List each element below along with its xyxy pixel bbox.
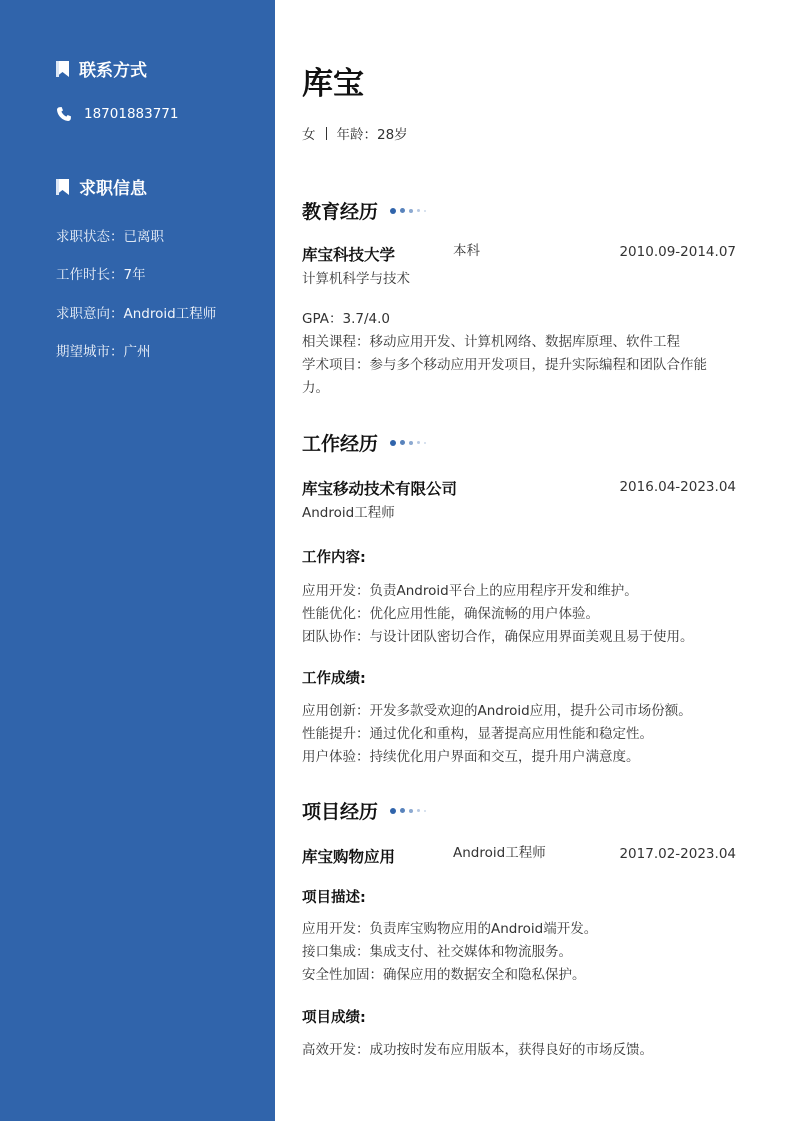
work-content-title: 工作内容: <box>302 550 366 566</box>
academic-projects-cont: 力。 <box>302 380 329 396</box>
dots-decoration <box>390 208 430 214</box>
project-heading <box>302 797 430 824</box>
work-heading <box>302 429 430 456</box>
project-desc-item: 应用开发：负责库宝购物应用的Android端开发。 <box>302 921 598 937</box>
contact-heading <box>56 56 147 81</box>
project-desc-item: 接口集成：集成支付、社交媒体和物流服务。 <box>302 944 572 960</box>
work-result-item: 用户体验：持续优化用户界面和交互，提升用户满意度。 <box>302 749 640 765</box>
work-title: 工作经历 <box>302 433 379 455</box>
project-name: 库宝购物应用 <box>302 848 396 866</box>
education-heading <box>302 197 430 224</box>
degree: 本科 <box>453 243 480 259</box>
work-date: 2016.04-2023.04 <box>619 479 736 495</box>
phone-icon <box>56 106 72 122</box>
expected-city: 期望城市：广州 <box>56 344 151 360</box>
education-date: 2010.09-2014.07 <box>619 244 736 260</box>
dots-decoration <box>390 808 430 814</box>
education-title: 教育经历 <box>302 201 379 223</box>
school-name: 库宝科技大学 <box>302 246 396 264</box>
sidebar <box>0 0 275 1121</box>
dots-decoration <box>390 440 430 446</box>
job-status: 求职状态：已离职 <box>56 229 164 245</box>
work-content-item: 性能优化：优化应用性能，确保流畅的用户体验。 <box>302 606 599 622</box>
bookmark-icon <box>56 61 69 77</box>
phone-row <box>56 106 178 122</box>
contact-title: 联系方式 <box>79 61 147 81</box>
work-content-item: 应用开发：负责Android平台上的应用程序开发和维护。 <box>302 583 638 599</box>
work-content-item: 团队协作：与设计团队密切合作，确保应用界面美观且易于使用。 <box>302 629 694 645</box>
project-result-item: 高效开发：成功按时发布应用版本，获得良好的市场反馈。 <box>302 1042 653 1058</box>
basic-info <box>302 123 408 143</box>
academic-projects: 学术项目：参与多个移动应用开发项目，提升实际编程和团队合作能 <box>302 357 707 373</box>
gender: 女 <box>302 127 316 143</box>
project-desc-item: 安全性加固：确保应用的数据安全和隐私保护。 <box>302 967 586 983</box>
work-role: Android工程师 <box>302 505 395 521</box>
job-title: 求职信息 <box>79 179 147 199</box>
person-name: 库宝 <box>302 66 364 102</box>
project-desc-title: 项目描述: <box>302 890 366 906</box>
project-date: 2017.02-2023.04 <box>619 846 736 862</box>
project-title: 项目经历 <box>302 801 379 823</box>
gpa: GPA：3.7/4.0 <box>302 311 390 327</box>
job-intention: 求职意向：Android工程师 <box>56 306 217 322</box>
bookmark-icon <box>56 179 69 195</box>
work-result-item: 性能提升：通过优化和重构，显著提高应用性能和稳定性。 <box>302 726 653 742</box>
courses: 相关课程：移动应用开发、计算机网络、数据库原理、软件工程 <box>302 334 680 350</box>
project-results-title: 项目成绩: <box>302 1010 366 1026</box>
phone-number: 18701883771 <box>84 106 179 122</box>
company-name: 库宝移动技术有限公司 <box>302 480 458 498</box>
project-role: Android工程师 <box>453 845 546 861</box>
work-result-item: 应用创新：开发多款受欢迎的Android应用，提升公司市场份额。 <box>302 703 692 719</box>
job-heading <box>56 174 147 199</box>
age: 年龄：28岁 <box>336 127 408 143</box>
divider <box>326 127 327 140</box>
work-years: 工作时长：7年 <box>56 267 146 283</box>
work-results-title: 工作成绩: <box>302 671 366 687</box>
major: 计算机科学与技术 <box>302 271 410 287</box>
